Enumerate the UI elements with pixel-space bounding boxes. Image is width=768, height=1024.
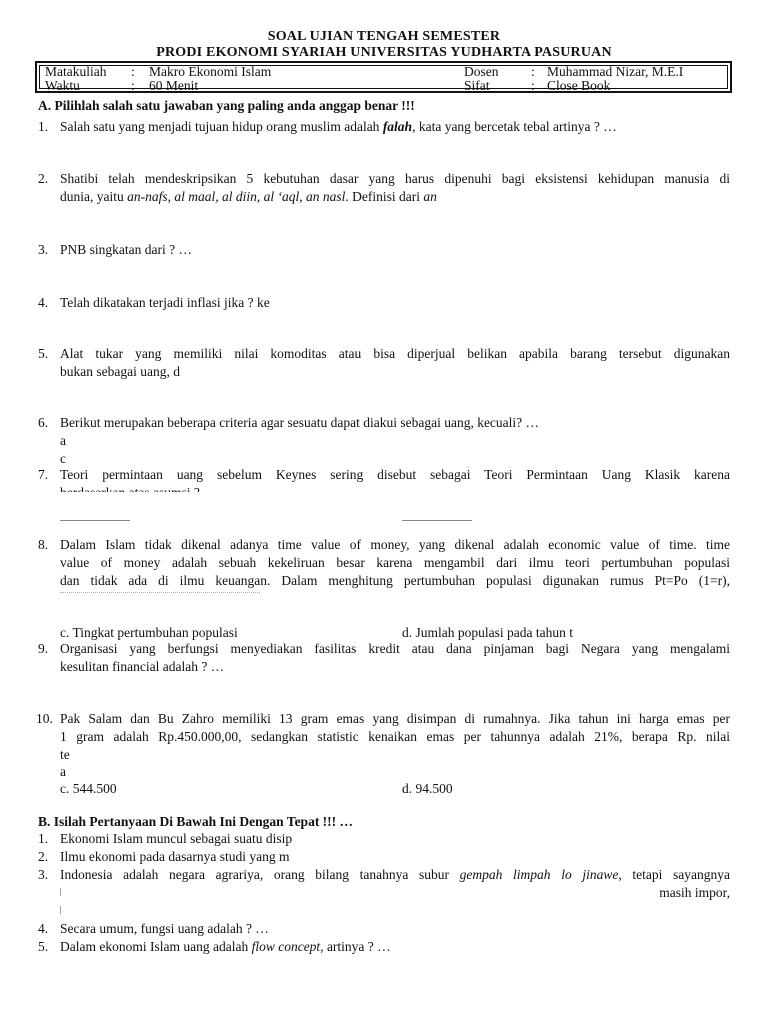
- question-emphasis: falah: [382, 119, 413, 134]
- option-a: a: [60, 433, 66, 448]
- question-text: [60, 866, 730, 884]
- dosen-colon: :: [531, 64, 535, 79]
- option-c: c: [60, 451, 66, 466]
- cut-option-fragment: [402, 520, 472, 525]
- question-text: Telah dikatakan terjadi inflasi jika ? ke: [60, 295, 270, 310]
- option-c: c. Tingkat pertumbuhan populasi: [60, 625, 238, 640]
- section-a-title: A. Pilihlah salah satu jawaban yang paling anda anggap benar !!!: [38, 98, 415, 113]
- question-text: Berikut merupakan beberapa criteria agar sesuatu dapat diakui sebagai uang, kecuali? …: [60, 415, 540, 430]
- crop-mask: [55, 492, 745, 502]
- section-b-title: B. Isilah Pertanyaan Di Bawah Ini Dengan Tepat !!! …: [38, 814, 354, 829]
- question-text-part: dunia, yaitu: [60, 189, 128, 204]
- cut-text-fragment: [60, 906, 64, 914]
- question-line: dan tidak ada di ilmu keuangan. Dalam menghitung pertumbuhan populasi digunakan rumus Pt=Po (1=r),: [60, 573, 730, 588]
- option-d: d. 94.500: [402, 781, 453, 796]
- question-line: [60, 188, 730, 206]
- sifat-label: Sifat: [464, 78, 490, 93]
- question-line: Alat tukar yang memiliki nilai komoditas atau bisa diperjual belikan apabila barang tersebut digunakan: [60, 346, 730, 361]
- matakuliah-value: Makro Ekonomi Islam: [149, 64, 272, 79]
- exam-title: SOAL UJIAN TENGAH SEMESTER: [267, 29, 501, 44]
- cut-option-fragment: [60, 520, 130, 525]
- question-number: 6.: [38, 415, 49, 430]
- question-line: Teori permintaan uang sebelum Keynes sering disebut sebagai Teori Permintaan Uang Klasik karena: [60, 467, 730, 482]
- question-line: kesulitan financial adalah ? …: [60, 659, 225, 674]
- question-number: 1.: [38, 831, 49, 846]
- question-line: te: [60, 747, 70, 762]
- question-number: 2.: [38, 171, 49, 186]
- question-text: PNB singkatan dari ? …: [60, 242, 192, 257]
- question-number: 7.: [38, 467, 49, 482]
- question-text-part: , artinya ? …: [320, 939, 391, 954]
- matakuliah-colon: :: [131, 64, 135, 79]
- matakuliah-label: Matakuliah: [45, 64, 107, 79]
- question-number: 2.: [38, 849, 49, 864]
- cut-text-fragment: [60, 888, 64, 896]
- question-text: [60, 118, 730, 136]
- question-line: [60, 866, 730, 884]
- question-emphasis: an-nafs, al maal, al diin, al ‘aql, an nasl: [127, 189, 346, 204]
- option-a: a: [60, 764, 66, 779]
- question-text-part: . Definisi dari: [345, 189, 424, 204]
- question-line: Shatibi telah mendeskripsikan 5 kebutuhan dasar yang harus dipenuhi bagi eksistensi kehidupan manusia di: [60, 171, 730, 186]
- question-text: [60, 710, 730, 764]
- question-text: [60, 640, 730, 676]
- waktu-colon: :: [131, 78, 135, 93]
- question-number: 3.: [38, 867, 49, 882]
- question-b3-line2-fragment: masih impor,: [659, 885, 730, 900]
- dosen-label: Dosen: [464, 64, 499, 79]
- question-number: 4.: [38, 921, 49, 936]
- question-emphasis: flow concept: [251, 939, 321, 954]
- option-d: d. Jumlah populasi pada tahun t: [402, 625, 573, 640]
- question-text-part: Salah satu yang menjadi tujuan hidup orang muslim adalah: [60, 119, 383, 134]
- dosen-value: Muhammad Nizar, M.E.I: [547, 64, 684, 79]
- question-line: Dalam Islam tidak dikenal adanya time value of money, yang dikenal adalah economic value of time. time: [60, 537, 730, 552]
- question-line: 1 gram adalah Rp.450.000,00, sedangkan statistic kenaikan emas per tahunnya adalah 21%, berapa Rp. nilai: [60, 729, 730, 744]
- question-number: 4.: [38, 295, 49, 310]
- sifat-value: Close Book: [547, 78, 611, 93]
- question-text: Ilmu ekonomi pada dasarnya studi yang m: [60, 849, 290, 864]
- question-line: bukan sebagai uang, d: [60, 364, 180, 379]
- cut-line-fragment: [60, 592, 260, 597]
- question-text-part: Indonesia adalah negara agrariya, orang bilang tanahnya subur: [60, 867, 460, 882]
- question-line: value of money adalah sebuah kekeliruan besar karena mengambil dari ilmu teori pertumbuhan populasi: [60, 555, 730, 570]
- question-line: Organisasi yang berfungsi menyediakan fasilitas kredit atau dana pinjaman bagi Negara yang mengalami: [60, 641, 730, 656]
- option-c: c. 544.500: [60, 781, 117, 796]
- question-text-part: Dalam ekonomi Islam uang adalah: [60, 939, 252, 954]
- question-number: 5.: [38, 939, 49, 954]
- question-number: 10.: [36, 711, 53, 726]
- question-number: 9.: [38, 641, 49, 656]
- question-number: 5.: [38, 346, 49, 361]
- question-text: [60, 170, 730, 206]
- question-text-part: , kata yang bercetak tebal artinya ? …: [412, 119, 617, 134]
- question-text: Secara umum, fungsi uang adalah ? …: [60, 921, 269, 936]
- question-emphasis: gempah limpah lo jinawe: [459, 867, 619, 882]
- question-number: 3.: [38, 242, 49, 257]
- waktu-label: Waktu: [45, 78, 80, 93]
- question-emphasis-cut: an: [423, 189, 437, 204]
- question-line: Pak Salam dan Bu Zahro memiliki 13 gram emas yang disimpan di rumahnya. Jika tahun ini harga emas per: [60, 711, 730, 726]
- question-text: Ekonomi Islam muncul sebagai suatu disip: [60, 831, 293, 846]
- waktu-value: 60 Menit: [149, 78, 199, 93]
- question-text: [60, 345, 730, 381]
- question-text: [60, 536, 730, 590]
- course-info-box: [35, 61, 732, 93]
- question-number: 1.: [38, 119, 49, 134]
- question-number: 8.: [38, 537, 49, 552]
- sifat-colon: :: [531, 78, 535, 93]
- question-text-part: , tetapi sayangnya: [618, 867, 730, 882]
- question-text: [60, 938, 730, 956]
- exam-subtitle: PRODI EKONOMI SYARIAH UNIVERSITAS YUDHARTA PASURUAN: [156, 45, 612, 60]
